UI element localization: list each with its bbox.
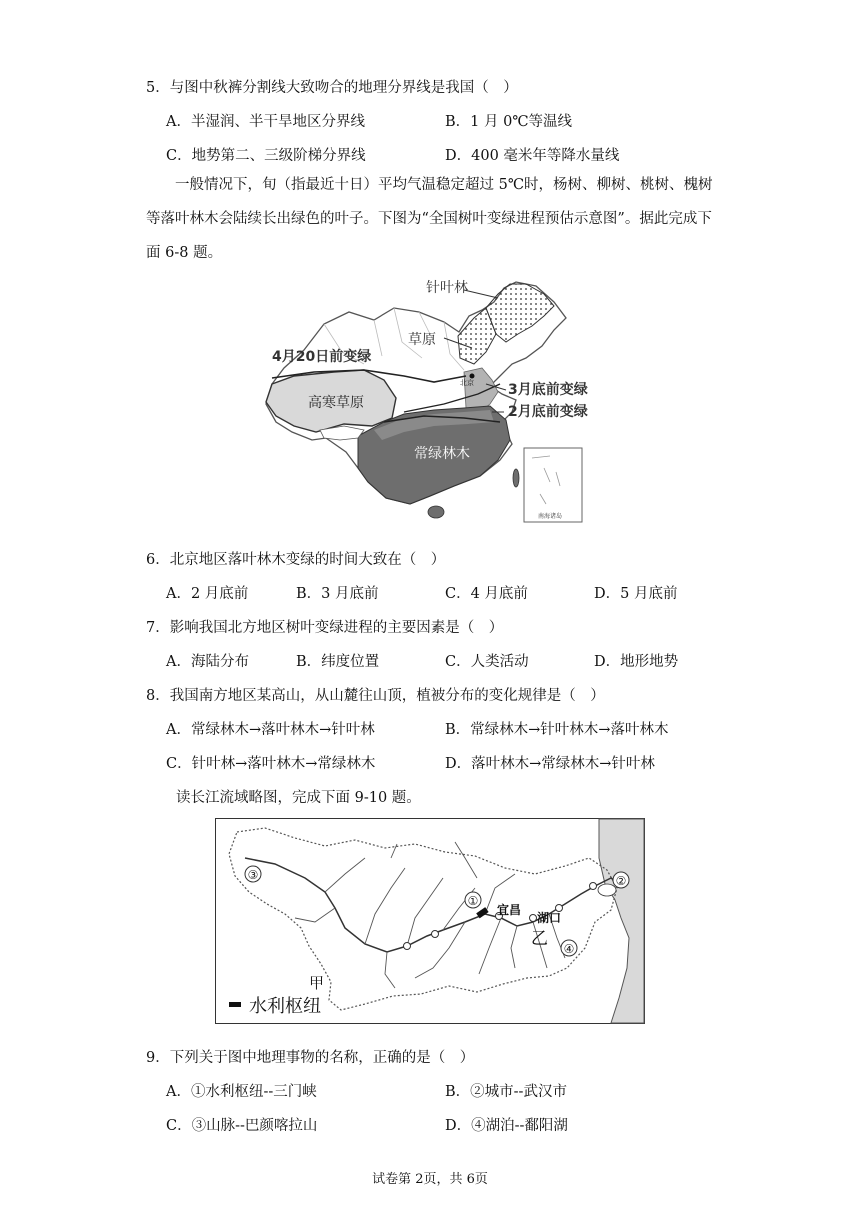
grassland-label: 草原 (408, 332, 436, 348)
lake-2 (598, 884, 616, 896)
q9-stem: 9．下列关于图中地理事物的名称，正确的是（ ） (146, 1050, 475, 1066)
q5-option-b: B．1 月 0℃等温线 (445, 114, 573, 130)
beijing-label: 北京 (460, 379, 474, 387)
q9-option-d: D．④湖泊--鄱阳湖 (445, 1118, 568, 1134)
feb-label: 2月底前变绿 (508, 404, 588, 420)
q7-stem: 7．影响我国北方地区树叶变绿进程的主要因素是（ ） (146, 620, 504, 636)
marker-2: ② (615, 874, 627, 888)
q6-stem: 6．北京地区落叶林木变绿的时间大致在（ ） (146, 552, 446, 568)
q6-option-b: B．3 月底前 (296, 586, 379, 602)
beijing-marker (470, 374, 475, 379)
yi-label: 乙 (531, 929, 548, 949)
q7-option-d: D．地形地势 (594, 654, 679, 670)
q5-option-d: D．400 毫米年等降水量线 (445, 148, 620, 164)
intro-paragraph-6-8: 一般情况下，旬（指最近十日）平均气温稳定超过 5℃时，杨树、柳树、桃树、槐树等落叶林木会陆续长出绿色的叶子。下图为“全国树叶变绿进程预估示意图”。据此完成下面 6-8 题。 (146, 177, 713, 261)
marker-3: ③ (247, 868, 259, 882)
legend-label: 水利枢纽 (249, 996, 321, 1017)
q8-option-d: D．落叶林木→常绿林木→针叶林 (445, 756, 655, 772)
legend-dam-symbol (229, 1002, 241, 1007)
river-node (432, 931, 439, 938)
alpine-grassland-label: 高寒草原 (308, 395, 364, 411)
april20-label: 4月20日前变绿 (272, 349, 372, 365)
hukou-label: 湖口 (537, 911, 562, 925)
inset-label: 南海诸岛 (537, 513, 563, 520)
jia-label: 甲 (309, 974, 325, 992)
q9-option-c: C．③山脉--巴颜喀拉山 (166, 1118, 318, 1134)
q5-stem: 5．与图中秋裤分割线大致吻合的地理分界线是我国（ ） (146, 80, 518, 96)
q5-option-c: C．地势第二、三级阶梯分界线 (166, 148, 366, 164)
q6-option-c: C．4 月底前 (445, 586, 528, 602)
marker-4: ④ (563, 942, 575, 956)
page-footer: 试卷第 2页，共 6页 (372, 1172, 488, 1187)
hukou-node (530, 915, 537, 922)
river-node (404, 943, 411, 950)
q5-option-a: A．半湿润、半干旱地区分界线 (166, 114, 365, 130)
china-greening-map (254, 272, 596, 526)
river-node (590, 883, 597, 890)
q8-option-c: C．针叶林→落叶林木→常绿林木 (166, 756, 376, 772)
q6-option-d: D．5 月底前 (594, 586, 678, 602)
q7-option-b: B．纬度位置 (296, 654, 380, 670)
south-china-sea-inset (524, 448, 582, 522)
intro-paragraph-9-10: 读长江流域略图，完成下面 9-10 题。 (176, 790, 421, 806)
q6-option-a: A．2 月底前 (166, 586, 249, 602)
q8-option-a: A．常绿林木→落叶林木→针叶林 (166, 722, 375, 738)
marker-1: ① (467, 894, 479, 908)
hainan-island (428, 506, 444, 518)
yangtze-basin-map (215, 818, 645, 1024)
q7-option-c: C．人类活动 (445, 654, 529, 670)
conifer-label: 针叶林 (426, 280, 468, 296)
evergreen-label: 常绿林木 (414, 446, 470, 462)
q9-option-a: A．①水利枢纽--三门峡 (166, 1084, 317, 1100)
q8-stem: 8．我国南方地区某高山，从山麓往山顶，植被分布的变化规律是（ ） (146, 688, 605, 704)
taiwan-island (513, 469, 519, 487)
yichang-label: 宜昌 (497, 903, 522, 917)
march-label: 3月底前变绿 (508, 382, 588, 398)
q8-option-b: B．常绿林木→针叶林木→落叶林木 (445, 722, 669, 738)
q7-option-a: A．海陆分布 (166, 654, 249, 670)
q9-option-b: B．②城市--武汉市 (445, 1084, 567, 1100)
